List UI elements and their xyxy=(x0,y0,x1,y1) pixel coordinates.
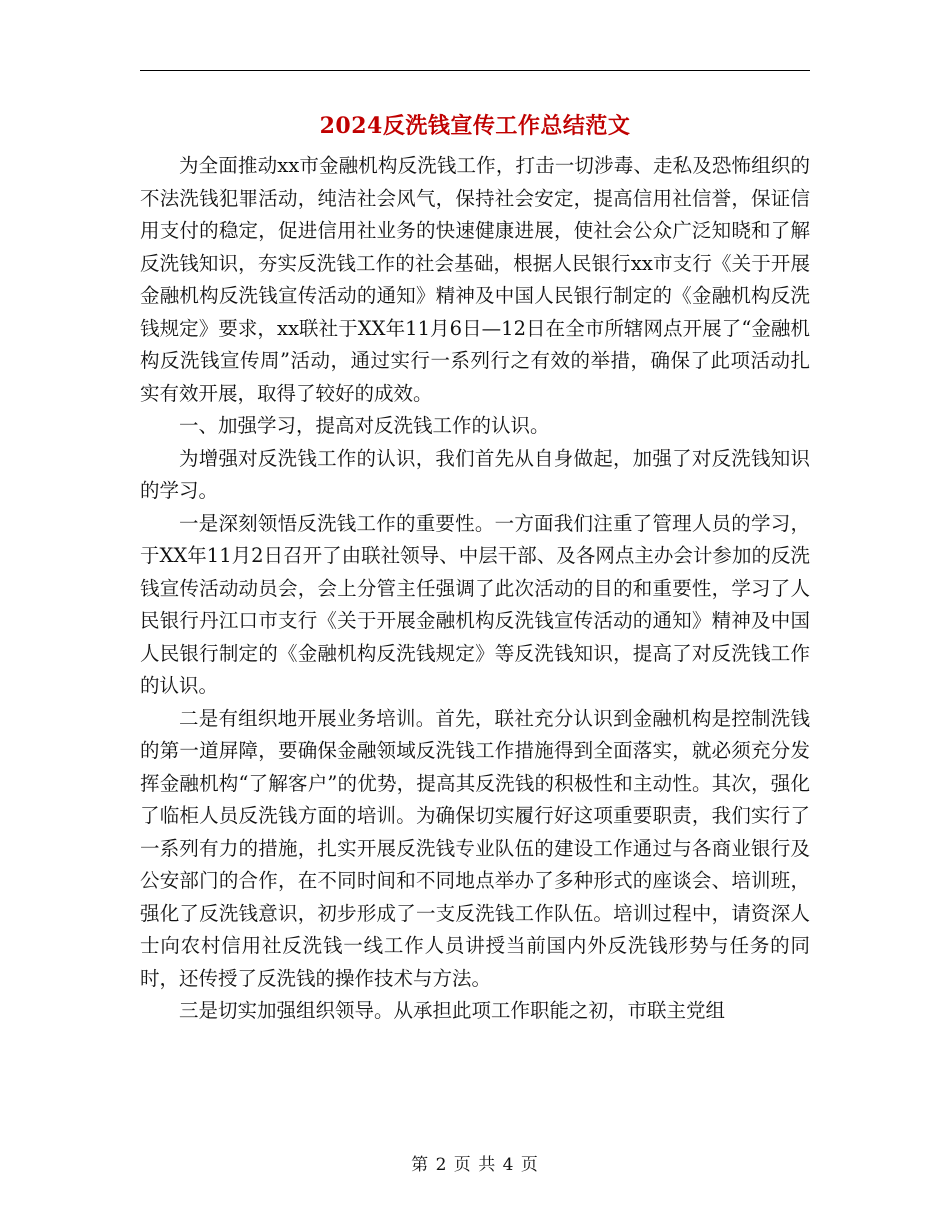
page-number-footer: 第 2 页 共 4 页 xyxy=(411,1155,539,1175)
paragraph-intro: 为全面推动xx市金融机构反洗钱工作，打击一切涉毒、走私及恐怖组织的不法洗钱犯罪活动，纯洁社会风气，保持社会安定，提高信用社信誉，保证信用支付的稳定，促进信用社业务的快速健康进展，使社会公众广泛知晓和了解反洗钱知识，夯实反洗钱工作的社会基础，根据人民银行xx市支行《关于开展金融机构反洗钱宣传活动的通知》精神及中国人民银行制定的《金融机构反洗钱规定》要求，xx联社于XX年11月6日—12日在全市所辖网点开展了“金融机构反洗钱宣传周”活动，通过实行一系列行之有效的举措，确保了此项活动扎实有效开展，取得了较好的成效。 xyxy=(140,154,810,405)
paragraph-study: 为增强对反洗钱工作的认识，我们首先从自身做起，加强了对反洗钱知识的学习。 xyxy=(140,446,810,502)
paragraph-point-2: 二是有组织地开展业务培训。首先，联社充分认识到金融机构是控制洗钱的第一道屏障，要确保金融领域反洗钱工作措施得到全面落实，就必须充分发挥金融机构“了解客户”的优势，提高其反洗钱的积极性和主动性。其次，强化了临柜人员反洗钱方面的培训。为确保切实履行好这项重要职责，我们实行了一系列有力的措施，扎实开展反洗钱专业队伍的建设工作通过与各商业银行及公安部门的合作，在不同时间和不同地点举办了多种形式的座谈会、培训班，强化了反洗钱意识，初步形成了一支反洗钱工作队伍。培训过程中，请资深人士向农村信用社反洗钱一线工作人员讲授当前国内外反洗钱形势与任务的同时，还传授了反洗钱的操作技术与方法。 xyxy=(140,706,810,990)
header-rule xyxy=(140,70,810,71)
section-heading-1: 一、加强学习，提高对反洗钱工作的认识。 xyxy=(179,414,550,437)
paragraph-point-3: 三是切实加强组织领导。从承担此项工作职能之初，市联主党组 xyxy=(179,999,726,1022)
document-title: 2024反洗钱宣传工作总结范文 xyxy=(319,113,631,139)
document-body xyxy=(140,150,810,1028)
paragraph-point-1: 一是深刻领悟反洗钱工作的重要性。一方面我们注重了管理人员的学习，于XX年11月2日召开了由联社领导、中层干部、及各网点主办会计参加的反洗钱宣传活动动员会，会上分管主任强调了此次活动的目的和重要性，学习了人民银行丹江口市支行《关于开展金融机构反洗钱宣传活动的通知》精神及中国人民银行制定的《金融机构反洗钱规定》等反洗钱知识，提高了对反洗钱工作的认识。 xyxy=(140,511,810,697)
